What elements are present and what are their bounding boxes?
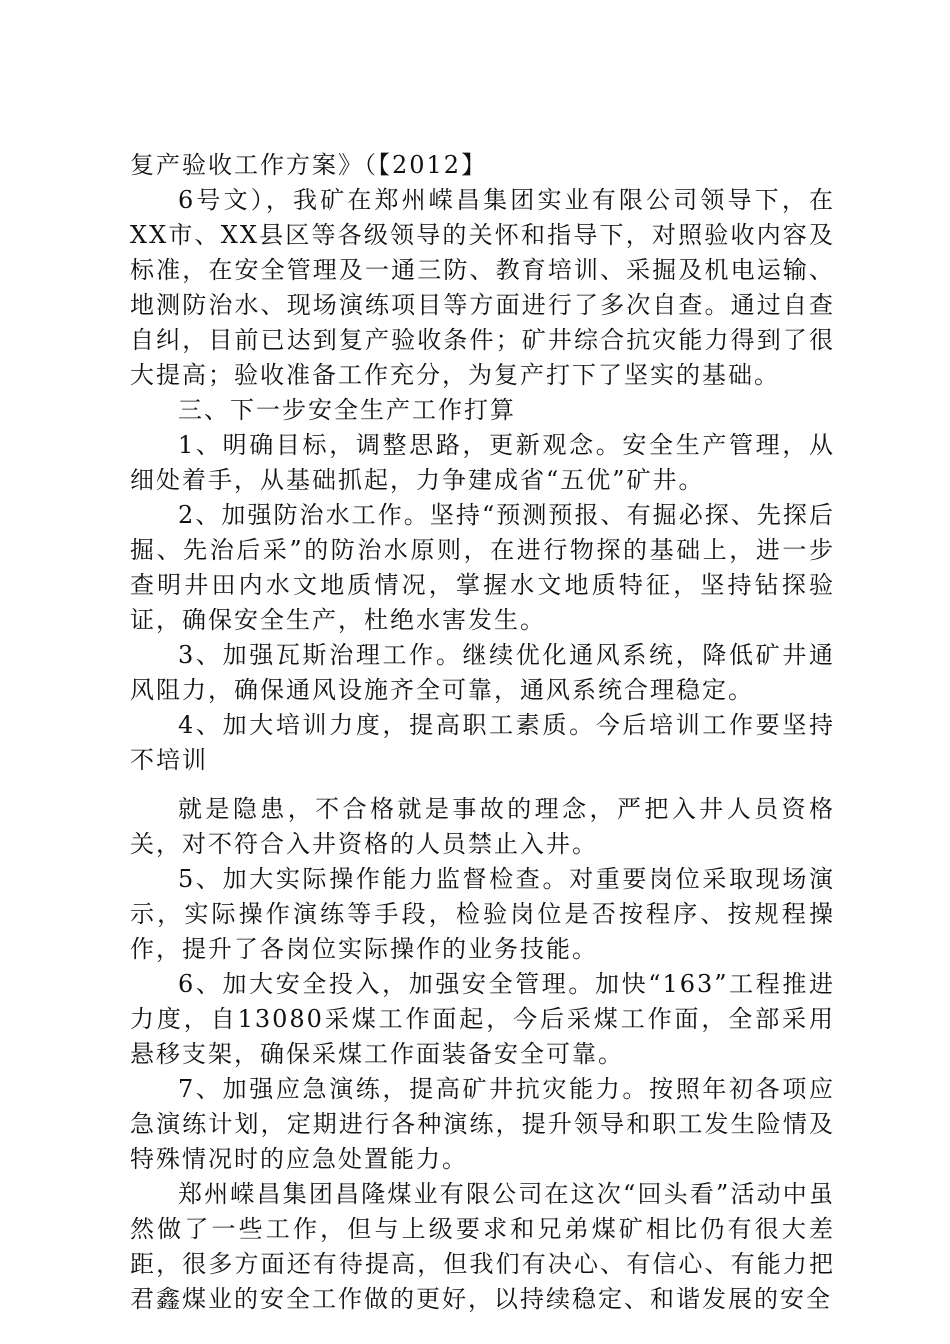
paragraph-item-4-continued: 就是隐患，不合格就是事故的理念，严把入井人员资格关，对不符合入井资格的人员禁止入井。	[130, 795, 835, 858]
paragraph-item-5: 5、加大实际操作能力监督检查。对重要岗位采取现场演示，实际操作演练等手段，检验岗位是否按程序、按规程操作，提升了各岗位实际操作的业务技能。	[130, 865, 835, 963]
paragraph-item-7: 7、加强应急演练，提高矿井抗灾能力。按照年初各项应急演练计划，定期进行各种演练，提升领导和职工发生险情及特殊情况时的应急处置能力。	[130, 1075, 835, 1173]
document-body	[130, 148, 835, 1317]
paragraph-item-2: 2、加强防治水工作。坚持“预测预报、有掘必探、先探后掘、先治后采”的防治水原则，在进行物探的基础上，进一步查明井田内水文地质情况，掌握水文地质特征，坚持钻探验证，确保安全生产，杜绝水害发生。	[130, 501, 835, 634]
paragraph-item-6: 6、加大安全投入，加强安全管理。加快“163”工程推进力度，自13080采煤工作面起，今后采煤工作面，全部采用悬移支架，确保采煤工作面装备安全可靠。	[130, 970, 835, 1068]
paragraph-item-3: 3、加强瓦斯治理工作。继续优化通风系统，降低矿井通风阻力，确保通风设施齐全可靠，通风系统合理稳定。	[130, 641, 835, 704]
section-heading: 三、下一步安全生产工作打算	[178, 396, 516, 424]
paragraph-item-1: 1、明确目标，调整思路，更新观念。安全生产管理，从细处着手，从基础抓起，力争建成省“五优”矿井。	[130, 431, 835, 494]
paragraph-closing: 郑州嵘昌集团昌隆煤业有限公司在这次“回头看”活动中虽然做了一些工作，但与上级要求和兄弟煤矿相比仍有很大差距，很多方面还有待提高，但我们有决心、有信心、有能力把君鑫煤业的安全工作做的更好，以持续稳定、和谐发展的安全	[130, 1180, 835, 1313]
paragraph-2: 6号文），我矿在郑州嵘昌集团实业有限公司领导下，在XX市、XX县区等各级领导的关怀和指导下，对照验收内容及标准，在安全管理及一通三防、教育培训、采掘及机电运输、地测防治水、现场演练项目等方面进行了多次自查。通过自查自纠，目前已达到复产验收条件；矿井综合抗灾能力得到了很大提高；验收准备工作充分，为复产打下了坚实的基础。	[130, 186, 835, 389]
paragraph-item-4: 4、加大培训力度，提高职工素质。今后培训工作要坚持不培训	[130, 711, 835, 774]
paragraph-1: 复产验收工作方案》（【2012】	[130, 151, 488, 179]
